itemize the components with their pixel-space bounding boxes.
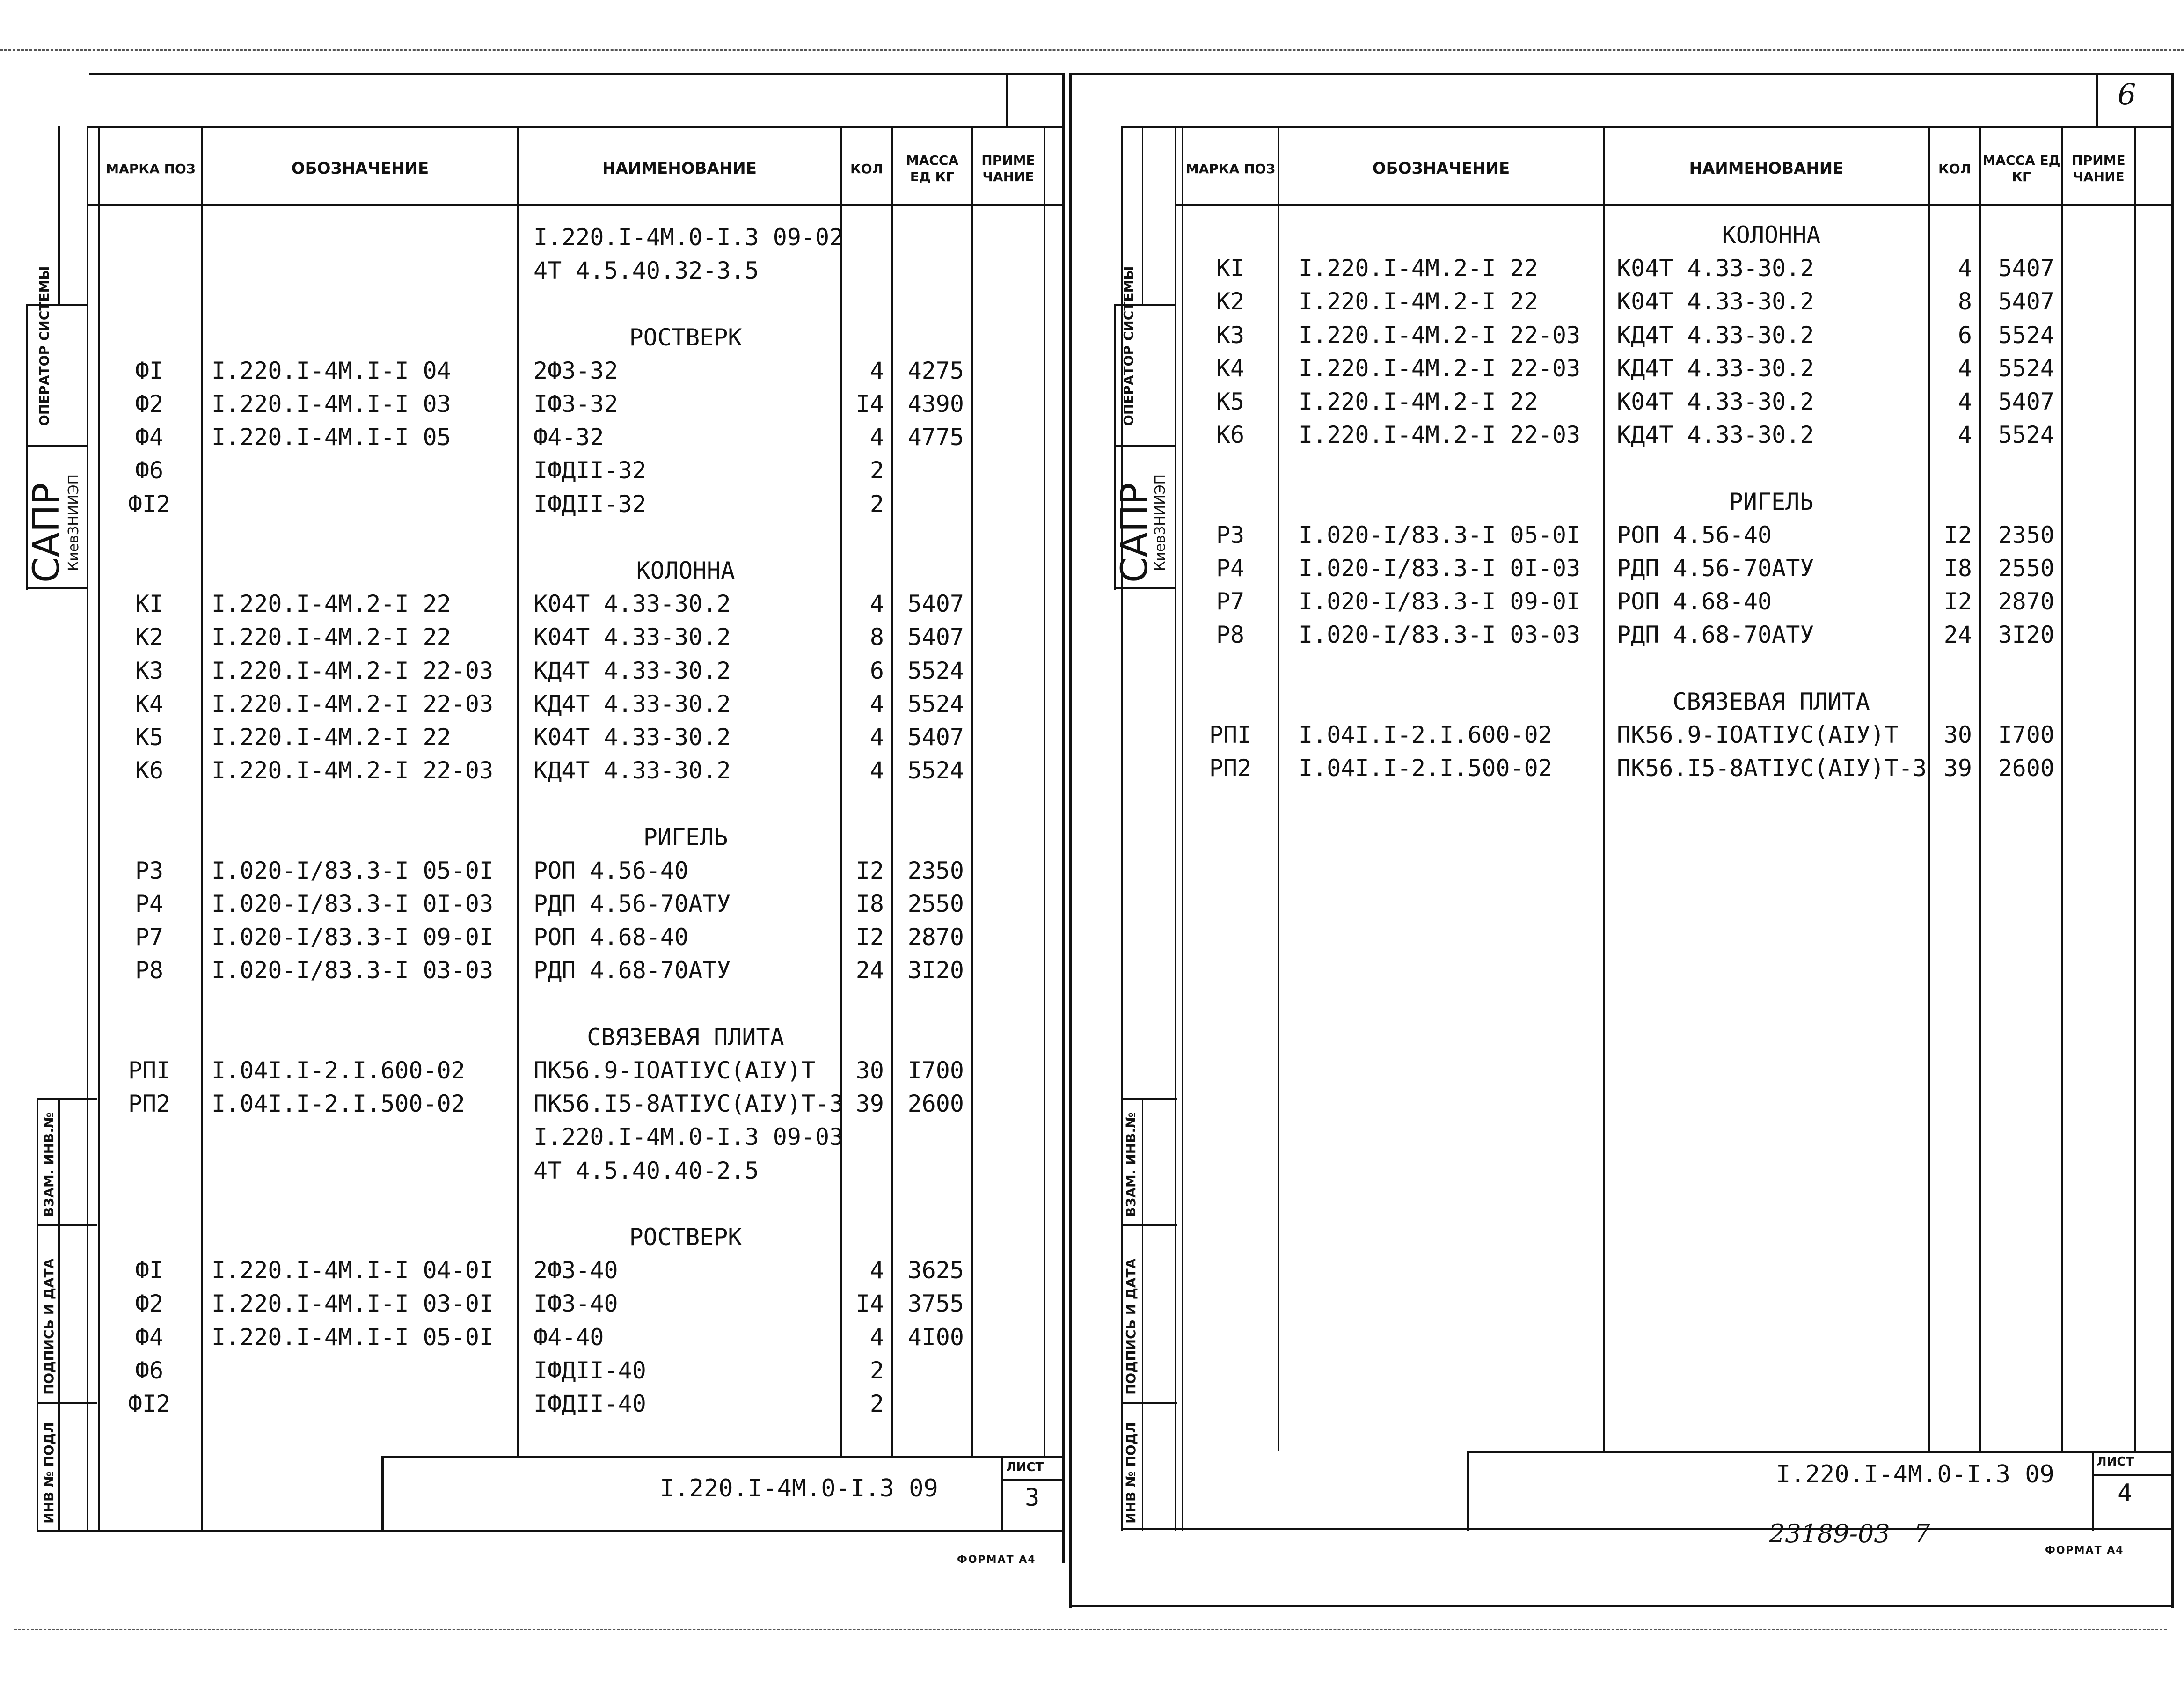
left-side-zam: ВЗАМ. ИНВ.№ (41, 1112, 57, 1217)
designation-cell: I.220.I-4M.I-I 05 (212, 424, 451, 451)
qty-cell: I4 (855, 1290, 884, 1318)
right-page-number: 6 (2118, 77, 2136, 111)
designation-cell: I.220.I-4M.I-I 04-0I (212, 1257, 494, 1284)
table-row (0, 1188, 1062, 1221)
qty-cell: 2 (869, 1356, 884, 1384)
designation-cell: I.020-I/83.3-I 03-03 (1299, 621, 1581, 649)
mass-cell: 2350 (1998, 521, 2054, 549)
left-sheet-number: 3 (1025, 1484, 1040, 1512)
table-row (0, 752, 2171, 785)
mass-cell: 5407 (907, 623, 964, 651)
mark-cell: РПI (128, 1057, 171, 1084)
designation-cell: I.020-I/83.3-I 09-0I (212, 924, 494, 951)
table-row (0, 452, 2171, 485)
name-cell: КД4Т 4.33-30.2 (533, 690, 731, 718)
table-row (0, 1154, 1062, 1188)
table-row (0, 1354, 1062, 1387)
mark-cell: К6 (1216, 421, 1245, 449)
designation-cell: I.220.I-4M.2-I 22-03 (1299, 354, 1581, 382)
table-row (0, 319, 2171, 352)
mark-cell: К2 (135, 623, 164, 651)
qty-cell: I2 (855, 857, 884, 884)
name-cell: Ф4-40 (533, 1323, 604, 1351)
qty-cell: 24 (1943, 621, 1972, 649)
qty-cell: 30 (1943, 721, 1972, 748)
mark-cell: Ф4 (135, 424, 164, 451)
mark-cell: РП2 (128, 1090, 171, 1118)
qty-cell: 6 (869, 657, 884, 684)
name-cell: К04Т 4.33-30.2 (533, 590, 731, 618)
mark-cell: Р4 (1216, 555, 1245, 582)
right-sheet-number: 4 (2118, 1479, 2133, 1507)
name-cell: IФДII-40 (533, 1356, 646, 1384)
mass-cell: 5407 (1998, 288, 2054, 315)
bottom-edge-line (14, 1629, 2167, 1630)
qty-cell: 24 (855, 957, 884, 984)
qty-cell: 2 (869, 457, 884, 484)
table-row (0, 887, 1062, 921)
qty-cell: 4 (869, 1257, 884, 1284)
table-row (0, 1021, 1062, 1054)
right-header-bottom (1175, 204, 2171, 206)
left-stamp-top (381, 1456, 1065, 1458)
name-cell: К04Т 4.33-30.2 (533, 724, 731, 751)
table-row (0, 418, 2171, 452)
right-sheet-label: ЛИСТ (2096, 1455, 2134, 1469)
name-cell: 2Ф3-40 (533, 1257, 618, 1284)
designation-cell: I.220.I-4M.I-I 04 (212, 357, 451, 384)
name-cell: ПК56.I5-8АТIУС(АIУ)Т-3 (1617, 755, 1927, 782)
table-row (0, 988, 1062, 1021)
name-cell: IФ3-32 (533, 390, 618, 418)
designation-cell: I.020-I/83.3-I 0I-03 (1299, 555, 1581, 582)
mark-cell: К5 (135, 724, 164, 751)
name-cell: РОП 4.56-40 (1617, 521, 1772, 549)
mass-cell: 2870 (907, 924, 964, 951)
designation-cell: I.220.I-4M.2-I 22-03 (212, 657, 494, 684)
mass-cell: 3I20 (907, 957, 964, 984)
name-cell: ПК56.9-IОАТIУС(АIУ)Т (1617, 721, 1899, 748)
section-heading: РОСТВЕРК (629, 1224, 742, 1251)
qty-cell: 4 (1958, 354, 1972, 382)
designation-cell: I.220.I-4M.2-I 22 (212, 590, 451, 618)
right-header-mass: МАССА ЕД КГ (1982, 153, 2060, 184)
right-side-operator: ОПЕРАТОР СИСТЕМЫ (1121, 266, 1136, 426)
qty-cell: 2 (869, 1390, 884, 1417)
table-row (0, 1287, 1062, 1320)
qty-cell: 4 (869, 757, 884, 784)
left-stamp-code: I.220.I-4M.0-I.3 09 (660, 1474, 938, 1503)
mark-cell: К5 (1216, 388, 1245, 415)
qty-cell: I2 (1943, 588, 1972, 616)
mass-cell: 5407 (1998, 255, 2054, 282)
name-cell: К04Т 4.33-30.2 (1617, 388, 1814, 415)
name-cell: 2Ф3-32 (533, 357, 618, 384)
mass-cell: 3I20 (1998, 621, 2054, 649)
qty-cell: 4 (1958, 255, 1972, 282)
mass-cell: 5407 (1998, 388, 2054, 415)
table-row (0, 854, 1062, 887)
mass-cell: 2600 (907, 1090, 964, 1118)
mass-cell: 5407 (907, 724, 964, 751)
designation-cell: I.220.I-4M.2-I 22 (1299, 388, 1538, 415)
qty-cell: I4 (855, 390, 884, 418)
table-row (0, 787, 1062, 821)
left-side-sapr: САПР (26, 483, 68, 583)
mark-cell: Ф2 (135, 390, 164, 418)
qty-cell: I2 (1943, 521, 1972, 549)
designation-cell: I.04I.I-2.I.600-02 (1299, 721, 1552, 748)
mark-cell: Р8 (1216, 621, 1245, 649)
right-header-qty: КОЛ (1938, 161, 1971, 176)
designation-cell: I.020-I/83.3-I 05-0I (212, 857, 494, 884)
mark-cell: К2 (1216, 288, 1245, 315)
qty-cell: 4 (869, 724, 884, 751)
mass-cell: I700 (1998, 721, 2054, 748)
left-format: ФОРМАТ А4 (957, 1554, 1036, 1566)
section-heading: КОЛОННА (636, 557, 735, 584)
name-cell: 4T 4.5.40.40-2.5 (533, 1157, 759, 1184)
table-row (0, 1221, 1062, 1254)
name-cell: РДП 4.56-70АТУ (533, 890, 731, 917)
right-stamp-top (1467, 1451, 2171, 1453)
mark-cell: Ф6 (135, 457, 164, 484)
name-cell: К04Т 4.33-30.2 (533, 623, 731, 651)
designation-cell: I.220.I-4M.2-I 22 (212, 724, 451, 751)
right-stamp-left (1467, 1451, 1469, 1531)
mark-cell: К3 (1216, 321, 1245, 349)
designation-cell: I.220.I-4M.I-I 03-0I (212, 1290, 494, 1318)
left-stamp-sheet-v (1001, 1456, 1003, 1531)
table-row (0, 552, 2171, 585)
qty-cell: 8 (1958, 288, 1972, 315)
right-table-bottom (1121, 1528, 2171, 1530)
top-edge-line (0, 49, 2184, 51)
mark-cell: ФI (135, 357, 164, 384)
mark-cell: К4 (135, 690, 164, 718)
left-side-inv: ИНВ № ПОДЛ (41, 1422, 57, 1524)
name-cell: КД4Т 4.33-30.2 (1617, 421, 1814, 449)
mass-cell: 5524 (907, 690, 964, 718)
table-row (0, 285, 2171, 318)
right-side-zam-v (1142, 1098, 1143, 1531)
table-row (0, 718, 2171, 752)
name-cell: РОП 4.56-40 (533, 857, 689, 884)
mark-cell: Р3 (1216, 521, 1245, 549)
qty-cell: I8 (855, 890, 884, 917)
left-side-institute: КиевЗНИИЭП (66, 474, 82, 571)
name-cell: РДП 4.68-70АТУ (1617, 621, 1814, 649)
mass-cell: 5524 (1998, 421, 2054, 449)
table-row (0, 921, 1062, 954)
mark-cell: КI (135, 590, 164, 618)
right-header-mark: МАРКА ПОЗ (1185, 161, 1276, 176)
left-frame-top (89, 73, 1065, 75)
mark-cell: Р7 (135, 924, 164, 951)
name-cell: 4T 4.5.40.32-3.5 (533, 257, 759, 285)
section-heading: СВЯЗЕВАЯ ПЛИТА (587, 1023, 784, 1051)
qty-cell: 4 (1958, 388, 1972, 415)
mass-cell: 4775 (907, 424, 964, 451)
designation-cell: I.04I.I-2.I.500-02 (212, 1090, 465, 1118)
qty-cell: 4 (869, 690, 884, 718)
left-side-podpis: ПОДПИСЬ И ДАТА (41, 1258, 57, 1395)
right-side-zam-h3 (1121, 1402, 1177, 1404)
designation-cell: I.220.I-4M.2-I 22 (1299, 255, 1538, 282)
left-header-designation: ОБОЗНАЧЕНИЕ (291, 159, 429, 178)
name-cell: РДП 4.68-70АТУ (533, 957, 731, 984)
name-cell: IФДII-40 (533, 1390, 646, 1417)
table-row (0, 385, 2171, 418)
name-cell: I.220.I-4M.0-I.3 09-03 (533, 1123, 844, 1151)
section-heading: КОЛОННА (1722, 221, 1821, 249)
qty-cell: 8 (869, 623, 884, 651)
mass-cell: I700 (907, 1057, 964, 1084)
table-row (0, 652, 2171, 685)
qty-cell: 2 (869, 490, 884, 518)
right-side-podpis: ПОДПИСЬ И ДАТА (1123, 1258, 1139, 1395)
mass-cell: 3755 (907, 1290, 964, 1318)
designation-cell: I.04I.I-2.I.500-02 (1299, 755, 1552, 782)
mass-cell: 3625 (907, 1257, 964, 1284)
designation-cell: I.220.I-4M.2-I 22 (1299, 288, 1538, 315)
left-header-note: ПРИМЕ ЧАНИЕ (981, 153, 1035, 184)
left-frame-bottom (37, 1530, 1065, 1532)
right-side-zam: ВЗАМ. ИНВ.№ (1123, 1112, 1139, 1217)
mass-cell: 5524 (907, 757, 964, 784)
designation-cell: I.220.I-4M.I-I 03 (212, 390, 451, 418)
mark-cell: Р3 (135, 857, 164, 884)
name-cell: КД4Т 4.33-30.2 (533, 757, 731, 784)
qty-cell: 30 (855, 1057, 884, 1084)
designation-cell: I.04I.I-2.I.600-02 (212, 1057, 465, 1084)
mass-cell: 4275 (907, 357, 964, 384)
qty-cell: 4 (869, 590, 884, 618)
designation-cell: I.220.I-4M.I-I 05-0I (212, 1323, 494, 1351)
table-row (0, 821, 1062, 854)
left-header-bottom (87, 204, 1065, 206)
left-header-top (87, 126, 1065, 128)
table-row (0, 1054, 1062, 1087)
left-stamp-left (381, 1456, 384, 1531)
qty-cell: 4 (869, 424, 884, 451)
table-row (0, 252, 2171, 285)
qty-cell: 4 (869, 1323, 884, 1351)
designation-cell: I.220.I-4M.2-I 22-03 (212, 690, 494, 718)
name-cell: РОП 4.68-40 (1617, 588, 1772, 616)
left-sheet-label: ЛИСТ (1006, 1460, 1044, 1474)
name-cell: IФДII-32 (533, 490, 646, 518)
mass-cell: 5407 (907, 590, 964, 618)
name-cell: IФДII-32 (533, 457, 646, 484)
right-side-institute: КиевЗНИИЭП (1152, 474, 1169, 571)
mass-cell: 4390 (907, 390, 964, 418)
right-side-inv: ИНВ № ПОДЛ (1123, 1422, 1139, 1524)
left-header-mark: МАРКА ПОЗ (106, 161, 196, 176)
right-side-sapr: САПР (1114, 483, 1156, 583)
name-cell: ПК56.I5-8АТIУС(АIУ)Т-3 (533, 1090, 844, 1118)
mass-cell: 4I00 (907, 1323, 964, 1351)
table-row (0, 1321, 1062, 1354)
table-row (0, 685, 2171, 718)
qty-cell: I8 (1943, 555, 1972, 582)
mark-cell: ФI (135, 1257, 164, 1284)
table-row (0, 585, 2171, 618)
right-format: ФОРМАТ А4 (2045, 1545, 2124, 1556)
table-row (0, 954, 1062, 987)
mass-cell: 2600 (1998, 755, 2054, 782)
mark-cell: КI (1216, 255, 1245, 282)
section-heading: СВЯЗЕВАЯ ПЛИТА (1673, 688, 1870, 715)
mark-cell: К4 (1216, 354, 1245, 382)
table-row (0, 618, 2171, 652)
right-frame-bottom (1069, 1605, 2174, 1607)
right-stamp-code: I.220.I-4M.0-I.3 09 (1776, 1460, 2054, 1488)
mass-cell: 2550 (907, 890, 964, 917)
mass-cell: 5524 (1998, 321, 2054, 349)
left-header-mass: МАССА ЕД КГ (906, 153, 959, 184)
right-stamp-sheet-h (2092, 1474, 2171, 1476)
mark-cell: ФI2 (128, 1390, 171, 1417)
section-heading: РОСТВЕРК (629, 323, 742, 351)
designation-cell: I.220.I-4M.2-I 22-03 (1299, 321, 1581, 349)
right-frame-right (2171, 73, 2174, 1608)
mark-cell: Р8 (135, 957, 164, 984)
table-row (0, 1254, 1062, 1287)
table-row (0, 1121, 1062, 1154)
right-header-top (1121, 126, 2171, 128)
right-stamp-sheet-v (2092, 1451, 2094, 1531)
qty-cell: 4 (869, 357, 884, 384)
name-cell: РДП 4.56-70АТУ (1617, 555, 1814, 582)
qty-cell: 4 (1958, 421, 1972, 449)
table-row (0, 519, 2171, 552)
right-side-zam-h2 (1121, 1224, 1177, 1226)
right-header-note: ПРИМЕ ЧАНИЕ (2072, 153, 2126, 184)
designation-cell: I.220.I-4M.2-I 22 (212, 623, 451, 651)
section-heading: РИГЕЛЬ (643, 823, 728, 851)
mass-cell: 5524 (907, 657, 964, 684)
designation-cell: I.020-I/83.3-I 05-0I (1299, 521, 1581, 549)
mark-cell: К6 (135, 757, 164, 784)
name-cell: РОП 4.68-40 (533, 924, 689, 951)
table-row (0, 485, 2171, 519)
mark-cell: РП2 (1209, 755, 1252, 782)
designation-cell: I.020-I/83.3-I 09-0I (1299, 588, 1581, 616)
table-row (0, 1087, 1062, 1121)
left-stamp-sheet-h (1001, 1479, 1065, 1481)
left-side-operator: ОПЕРАТОР СИСТЕМЫ (37, 266, 52, 426)
designation-cell: I.220.I-4M.2-I 22-03 (212, 757, 494, 784)
name-cell: I.220.I-4M.0-I.3 09-02 (533, 224, 844, 251)
mass-cell: 5524 (1998, 354, 2054, 382)
mark-cell: Р4 (135, 890, 164, 917)
right-header-designation: ОБОЗНАЧЕНИЕ (1372, 159, 1510, 178)
table-row (0, 1387, 1062, 1421)
name-cell: КД4Т 4.33-30.2 (533, 657, 731, 684)
designation-cell: I.020-I/83.3-I 0I-03 (212, 890, 494, 917)
mass-cell: 2350 (907, 857, 964, 884)
mass-cell: 2870 (1998, 588, 2054, 616)
name-cell: ПК56.9-IОАТIУС(АIУ)Т (533, 1057, 816, 1084)
mark-cell: РПI (1209, 721, 1252, 748)
mark-cell: Ф4 (135, 1323, 164, 1351)
designation-cell: I.220.I-4M.2-I 22-03 (1299, 421, 1581, 449)
mass-cell: 2550 (1998, 555, 2054, 582)
qty-cell: 39 (855, 1090, 884, 1118)
qty-cell: 39 (1943, 755, 1972, 782)
table-row (0, 219, 2171, 252)
name-cell: КД4Т 4.33-30.2 (1617, 321, 1814, 349)
right-handwritten-number: 23189-03 7 (1769, 1519, 1930, 1548)
section-heading: РИГЕЛЬ (1729, 488, 1814, 515)
left-header-name: НАИМЕНОВАНИЕ (602, 159, 757, 178)
mark-cell: Ф2 (135, 1290, 164, 1318)
name-cell: К04Т 4.33-30.2 (1617, 288, 1814, 315)
table-row (0, 352, 2171, 385)
left-header-qty: КОЛ (850, 161, 883, 176)
name-cell: К04Т 4.33-30.2 (1617, 255, 1814, 282)
mark-cell: Р7 (1216, 588, 1245, 616)
left-frame-inner-v (1006, 73, 1008, 126)
name-cell: КД4Т 4.33-30.2 (1617, 354, 1814, 382)
mark-cell: ФI2 (128, 490, 171, 518)
mark-cell: К3 (135, 657, 164, 684)
qty-cell: 6 (1958, 321, 1972, 349)
name-cell: IФ3-40 (533, 1290, 618, 1318)
qty-cell: I2 (855, 924, 884, 951)
designation-cell: I.020-I/83.3-I 03-03 (212, 957, 494, 984)
right-frame-top (1069, 73, 2171, 75)
mark-cell: Ф6 (135, 1356, 164, 1384)
name-cell: Ф4-32 (533, 424, 604, 451)
right-side-zam-h (1121, 1098, 1177, 1100)
right-header-name: НАИМЕНОВАНИЕ (1689, 159, 1844, 178)
right-pagebox-v (2096, 73, 2098, 126)
